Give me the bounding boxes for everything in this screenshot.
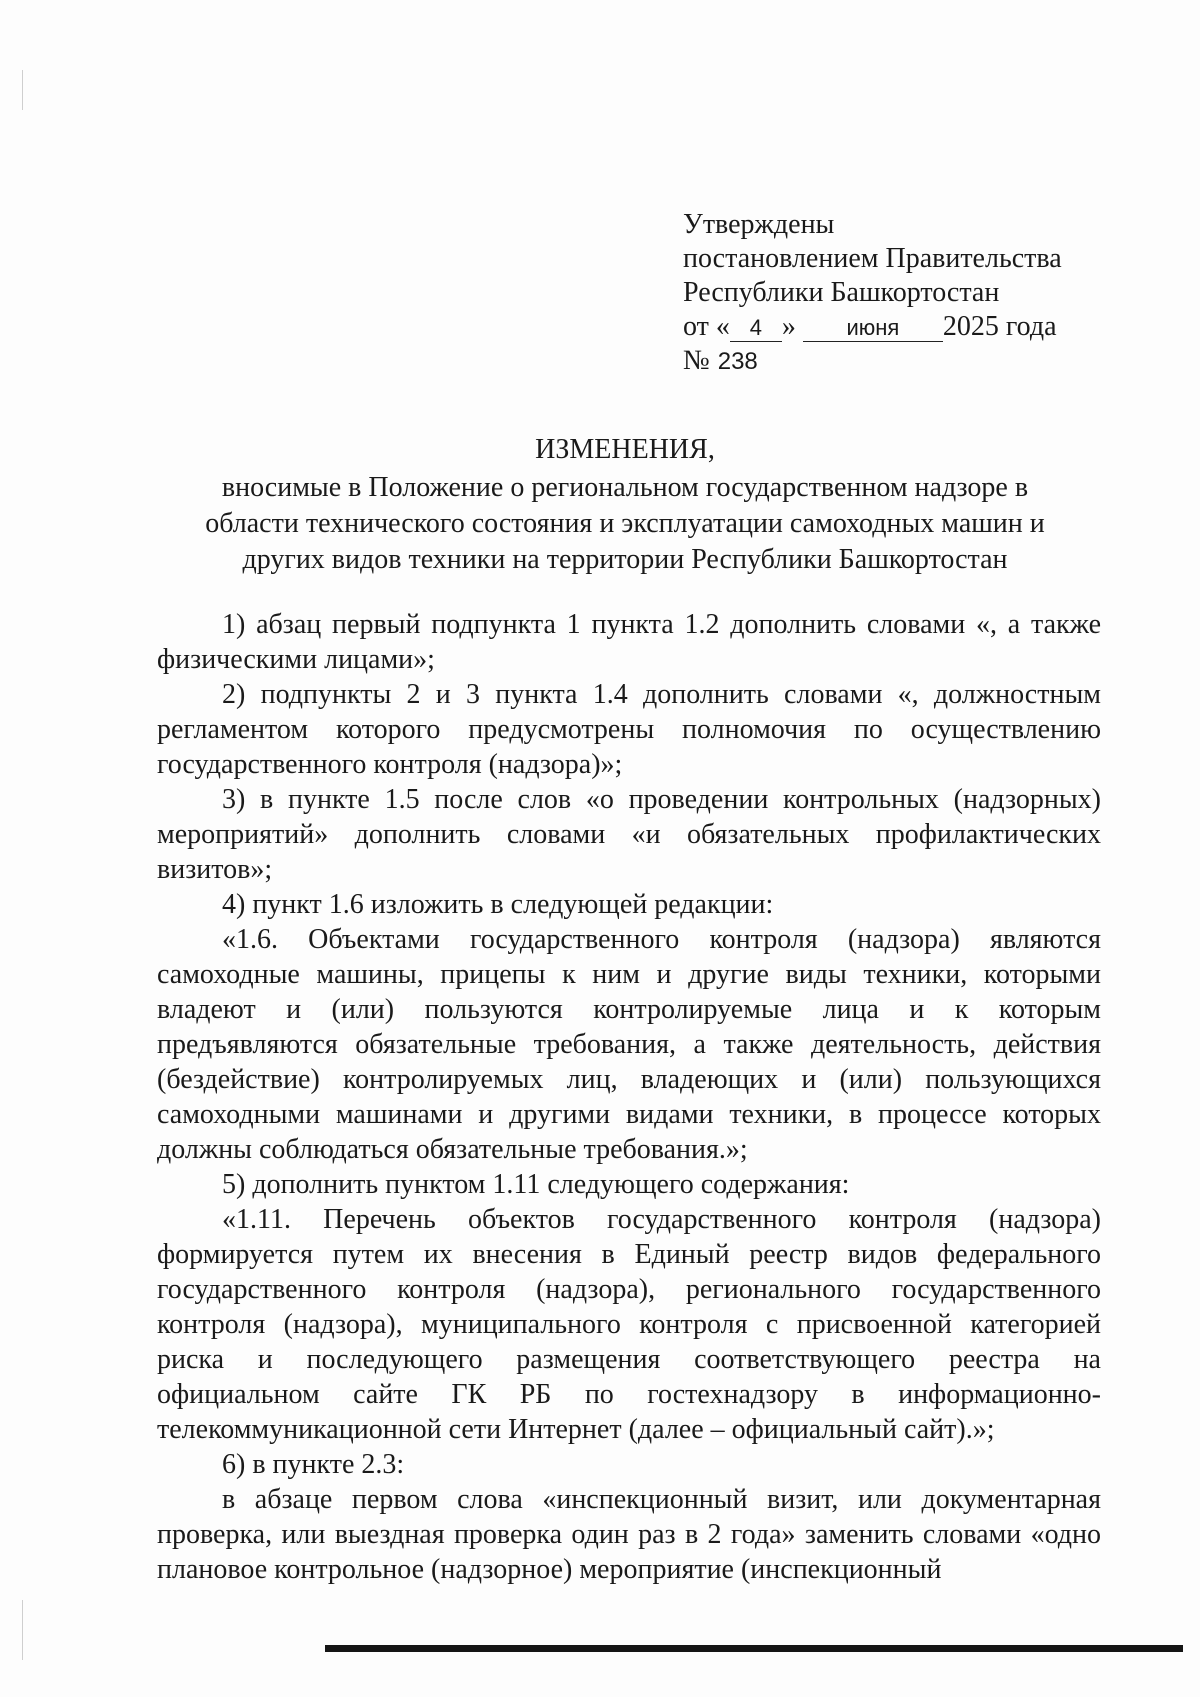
subtitle-line: вносимые в Положение о региональном государственном надзоре в	[221, 472, 1029, 503]
document-body	[157, 607, 1101, 1587]
body-paragraph: 5) дополнить пунктом 1.11 следующего содержания:	[222, 1169, 850, 1200]
approval-line: постановлением Правительства	[683, 243, 1062, 274]
registration-number: 238	[717, 348, 758, 375]
title-subtitle	[150, 470, 1100, 578]
body-paragraph: 1) абзац первый подпункта 1 пункта 1.2 дополнить словами «, а также физическими лицами»;	[157, 609, 1101, 675]
date-prefix: от «	[683, 311, 730, 342]
body-paragraph: 2) подпункты 2 и 3 пункта 1.4 дополнить словами «, должностным регламентом которого предусмотрены полномочия по осуществлению государственного контроля (надзора)»;	[157, 679, 1101, 780]
subtitle-line: других видов техники на территории Республики Башкортостан	[242, 544, 1008, 575]
date-day: 4	[730, 315, 782, 342]
title-caption: ИЗМЕНЕНИЯ,	[535, 434, 715, 465]
body-paragraph: в абзаце первом слова «инспекционный визит, или документарная проверка, или выездная проверка один раз в 2 года» заменить словами «одно плановое контрольное (надзорное) мероприятие (инспекционный	[157, 1484, 1101, 1585]
subtitle-line: области технического состояния и эксплуатации самоходных машин и	[205, 508, 1045, 539]
date-year: 2025 года	[942, 311, 1057, 342]
scan-artifact	[22, 1600, 23, 1660]
date-month: июня	[803, 315, 943, 342]
date-mid: »	[781, 311, 796, 342]
approval-line: Утверждены	[683, 209, 835, 240]
footer-rule	[325, 1645, 1183, 1652]
body-paragraph: 4) пункт 1.6 изложить в следующей редакции:	[222, 889, 774, 920]
approval-line: Республики Башкортостан	[683, 277, 1000, 308]
approval-block	[683, 208, 1103, 379]
body-paragraph: 6) в пункте 2.3:	[222, 1449, 405, 1480]
body-paragraph: «1.11. Перечень объектов государственного контроля (надзора) формируется путем их внесения в Единый реестр видов федерального государственного контроля (надзора), регионального государственного контроля (надзора), муниципального контроля с присвоенной категорией риска и последующего размещения соответствующего реестра на официальном сайте ГК РБ по гостехнадзору в информационно-телекоммуникационной сети Интернет (далее – официальный сайт).»;	[157, 1204, 1101, 1445]
body-paragraph: 3) в пункте 1.5 после слов «о проведении контрольных (надзорных) мероприятий» дополнить словами «и обязательных профилактических визитов»;	[157, 784, 1101, 885]
number-sign: №	[683, 345, 710, 376]
body-paragraph: «1.6. Объектами государственного контроля (надзора) являются самоходные машины, прицепы к ним и другие виды техники, которыми владеют и (или) пользуются контролируемые лица и к которым предъявляются обязательные требования, а также деятельность, действия (бездействие) контролируемых лиц, владеющих и (или) пользующихся самоходными машинами и другими видами техники, в процессе которых должны соблюдаться обязательные требования.»;	[157, 924, 1101, 1165]
approval-date-line	[683, 310, 1103, 344]
approval-number-line	[683, 344, 1103, 379]
document-title	[150, 432, 1100, 578]
scan-artifact	[22, 70, 23, 110]
